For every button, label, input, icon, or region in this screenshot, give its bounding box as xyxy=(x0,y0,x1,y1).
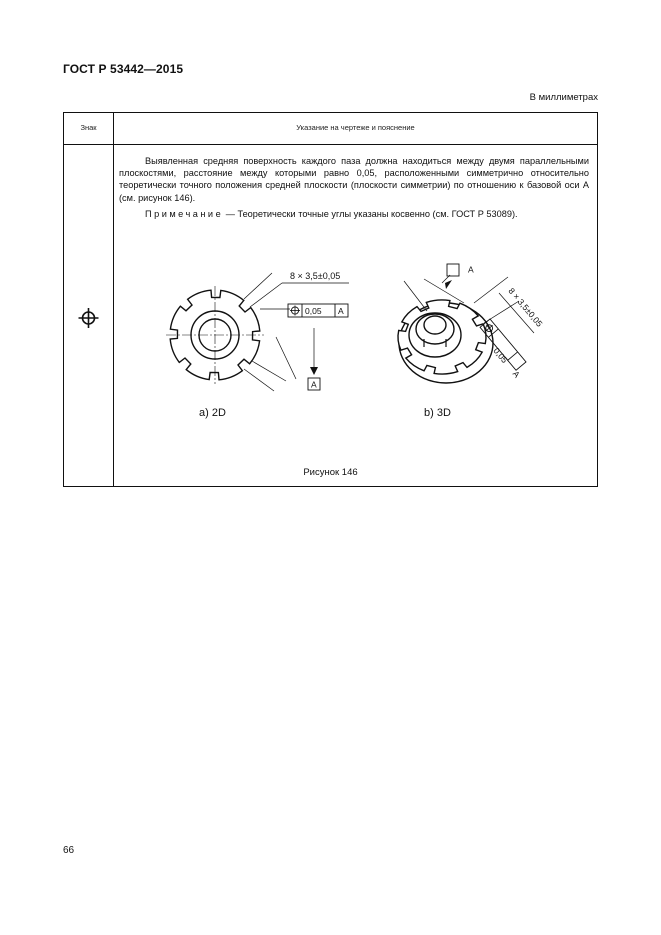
note-label: Примечание xyxy=(145,209,224,219)
position-tolerance-icon xyxy=(64,303,113,333)
sign-cell xyxy=(64,303,113,333)
description-paragraph xyxy=(119,155,589,204)
page-number: 66 xyxy=(63,845,75,856)
document-header: ГОСТ Р 53442—2015 xyxy=(63,62,184,76)
figure-caption: Рисунок 146 xyxy=(303,467,358,478)
view-3d-drawing xyxy=(398,264,534,383)
view-2d-drawing xyxy=(166,273,349,391)
column-header-description: Указание на чертеже и пояснение xyxy=(296,123,415,132)
note-text: — Теоретически точные углы указаны косвенно (см. ГОСТ Р 53089). xyxy=(223,209,518,219)
view-3d-dimension: 8 × 3,5±0,05 xyxy=(506,285,545,329)
specification-table xyxy=(63,112,598,487)
view-2d-tolerance: 0,05 xyxy=(305,306,322,316)
view-3d-tolerance: 0,05 xyxy=(491,345,510,365)
units-note: В миллиметрах xyxy=(529,92,598,103)
header-divider xyxy=(64,144,597,145)
view-3d-caption: b) 3D xyxy=(424,407,451,419)
column-divider xyxy=(113,113,114,486)
view-2d-datum-label: A xyxy=(311,379,317,390)
view-2d-datum: A xyxy=(338,306,344,316)
note xyxy=(145,209,518,219)
view-3d-datum-label: A xyxy=(468,264,474,275)
figure-146 xyxy=(124,263,564,453)
paragraph-text: Выявленная средняя поверхность каждого паза должна находиться между двумя параллельными плоскостями, расстояние между которыми равно 0,05, расположенными симметрично относительно теоретически точного положения средней плоскости (плоскости симметрии) по отношению к базовой оси А (см. рисунок 146). xyxy=(119,156,589,203)
column-header-sign: Знак xyxy=(80,123,97,132)
view-2d-dimension: 8 × 3,5±0,05 xyxy=(290,271,341,281)
view-2d-caption: a) 2D xyxy=(199,407,226,419)
view-3d-datum: A xyxy=(510,368,523,380)
